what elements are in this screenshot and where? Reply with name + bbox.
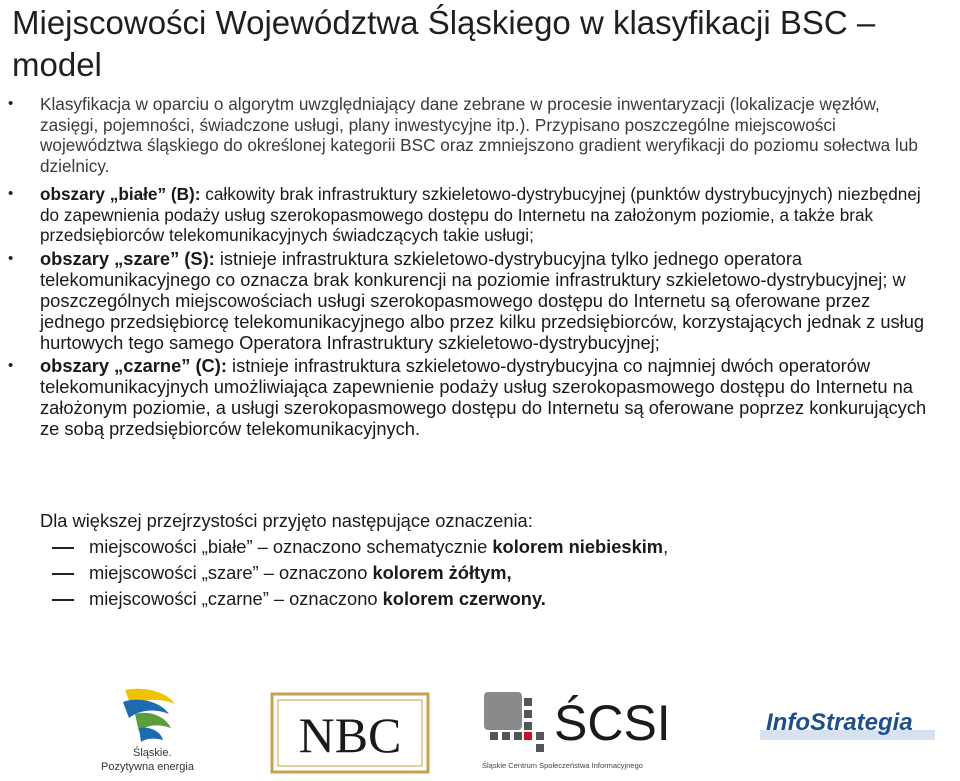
- slaskie-logo: [95, 684, 205, 776]
- logo-strip: [0, 680, 960, 780]
- legend-section: [40, 508, 940, 612]
- scsi-text: ŚCSI: [554, 695, 671, 751]
- bullet-black-areas-text: istnieje infrastruktura szkieletowo-dystrybucyjna co najmniej dwóch operatorów telekomunikacyjnych umożliwiająca zapewnienie podaży usług szerokopasmowego dostępu do Internetu na założonym poziomie, a usługi szerokopasmowego dostępu do Internetu są oferowane poprzez konkurujących ze sobą przedsiębiorców telekomunikacyjnych.: [40, 354, 927, 439]
- infostrategia-logo: [760, 696, 935, 756]
- scsi-logo: [480, 688, 690, 774]
- legend-row-white-text: miejscowości „białe” – oznaczono schematycznie: [89, 536, 493, 557]
- legend-row-grey-color: kolorem żółtym,: [372, 562, 512, 583]
- slaskie-slogan: Pozytywna energia: [101, 761, 194, 773]
- infostrategia-text: InfoStrategia: [766, 709, 913, 736]
- bullet-classification: • Klasyfikacja w oparciu o algorytm uwzględniający dane zebrane w procesie inwentaryzacji (lokalizacje węzłów, zasięgi, pojemności, świadczone usługi, plany inwestycyjne itp.). Przypisano poszczególne miejscowości województwa śląskiego do określonej kategorii BSC oraz zmniejszono gradient weryfikacji do poziomu sołectwa lub dzielnicy.: [0, 94, 960, 176]
- dash-icon: [52, 599, 74, 601]
- dash-icon: [52, 573, 74, 575]
- bullet-white-areas-term: obszary „białe” (B):: [40, 184, 201, 204]
- bullet-grey-areas: [0, 248, 960, 353]
- nbc-logo: [270, 692, 430, 774]
- legend-row-grey: [40, 560, 940, 586]
- nbc-text: NBC: [298, 707, 402, 763]
- bullet-black-areas: [0, 355, 960, 439]
- slaskie-emblem-icon: [123, 689, 175, 742]
- bullet-list: [0, 94, 960, 441]
- dash-icon: [52, 547, 74, 549]
- bullet-white-areas-text: całkowity brak infrastruktury szkieletowo-dystrybucyjnej (punktów dystrybucyjnych) niezbędnej do zapewnienia podaży usług szerokopasmowego dostępu do Internetu na założonym poziomie, a także brak przedsiębiorców telekomunikacyjnych świadczących takie usługi;: [40, 184, 921, 245]
- slaskie-name: Śląskie.: [133, 747, 172, 759]
- legend-row-black: [40, 586, 940, 612]
- bullet-grey-areas-text: istnieje infrastruktura szkieletowo-dystrybucyjna tylko jednego operatora telekomunikacyjnego co oznacza brak konkurencji na poziomie infrastruktury szkieletowo-dystrybucyjnej; w poszczególnych miejscowościach usługi szerokopasmowego dostępu do Internetu są oferowane przez jednego przedsiębiorcę telekomunikacyjnego albo przez kilku przedsiębiorców, korzystających jednak z usług hurtowych tego samego Operatora Infrastruktury szkieletowo-dystrybucyjnej;: [40, 247, 925, 353]
- legend-row-black-text: miejscowości „czarne” – oznaczono: [89, 588, 383, 609]
- bullet-white-areas: [0, 184, 960, 246]
- page-title: Miejscowości Województwa Śląskiego w klasyfikacji BSC – model: [12, 4, 876, 83]
- bullet-black-areas-term: obszary „czarne” (C):: [40, 354, 227, 376]
- scsi-grid-icon: [484, 692, 544, 752]
- legend-intro: Dla większej przejrzystości przyjęto następujące oznaczenia:: [40, 510, 533, 531]
- scsi-subtitle: Śląskie Centrum Społeczeństwa Informacyjnego: [482, 761, 643, 770]
- legend-row-white-color: kolorem niebieskim: [492, 536, 664, 557]
- bullet-grey-areas-term: obszary „szare” (S):: [40, 247, 215, 269]
- legend-row-grey-text: miejscowości „szare” – oznaczono: [89, 562, 373, 583]
- legend-row-white-suffix: ,: [663, 536, 669, 557]
- legend-row-white: [40, 534, 940, 560]
- legend-row-black-color: kolorem czerwony.: [382, 588, 546, 609]
